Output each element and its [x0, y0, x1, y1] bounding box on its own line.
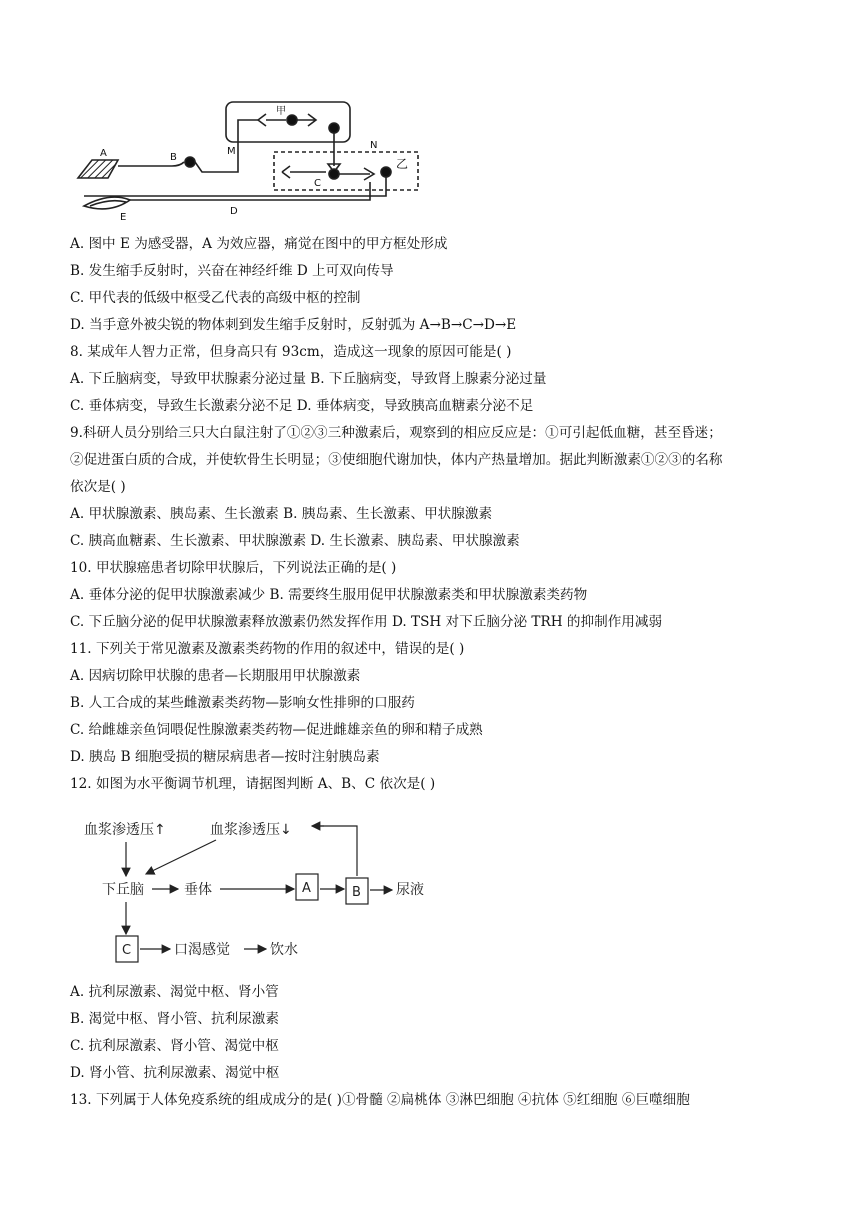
q8-stem: 8. 某成年人智力正常，但身高只有 93cm，造成这一现象的原因可能是( ): [70, 344, 512, 360]
q7-option-c: C. 甲代表的低级中枢受乙代表的高级中枢的控制: [70, 290, 361, 306]
neuron-c-body: [329, 169, 339, 179]
q8-options-ab: A. 下丘脑病变，导致甲状腺素分泌过量 B. 下丘脑病变，导致肾上腺素分泌过量: [70, 371, 547, 387]
neuron-b-body: [185, 157, 195, 167]
plasma-osmolality-down: 血浆渗透压↓: [210, 822, 292, 838]
effector-a-shape: [78, 160, 118, 178]
q9-stem-line1: 9.科研人员分别给三只大白鼠注射了①②③三种激素后，观察到的相应反应是：①可引起低血糖，甚至昏迷；: [70, 425, 722, 441]
label-a: A: [100, 148, 107, 159]
label-d: D: [230, 206, 238, 217]
q7-option-b: B. 发生缩手反射时，兴奋在神经纤维 D 上可双向传导: [70, 263, 394, 279]
water-balance-diagram: [80, 810, 440, 970]
q9-options-ab: A. 甲状腺激素、胰岛素、生长激素 B. 胰岛素、生长激素、甲状腺激素: [70, 506, 493, 522]
q10-options-cd: C. 下丘脑分泌的促甲状腺激素释放激素仍然发挥作用 D. TSH 对下丘脑分泌 TRH 的抑制作用减弱: [70, 614, 663, 630]
urine-label: 尿液: [396, 882, 424, 898]
q12-option-a: A. 抗利尿激素、渴觉中枢、肾小管: [70, 984, 279, 1000]
q11-stem: 11. 下列关于常见激素及激素类药物的作用的叙述中，错误的是( ): [70, 641, 465, 657]
reflex-arc-diagram: [70, 96, 430, 226]
q12-option-c: C. 抗利尿激素、肾小管、渴觉中枢: [70, 1038, 279, 1054]
plasma-osmolality-up: 血浆渗透压↑: [84, 822, 166, 838]
drinking-label: 饮水: [270, 942, 298, 958]
q12-option-b: B. 渴觉中枢、肾小管、抗利尿激素: [70, 1011, 279, 1027]
q11-option-b: B. 人工合成的某些雌激素类药物—影响女性排卵的口服药: [70, 695, 415, 711]
pituitary-label: 垂体: [184, 882, 212, 898]
q10-options-ab: A. 垂体分泌的促甲状腺激素减少 B. 需要终生服用促甲状腺激素类和甲状腺激素类药物: [70, 587, 588, 603]
q9-stem-line3: 依次是( ): [70, 479, 126, 495]
q11-option-d: D. 胰岛 B 细胞受损的糖尿病患者—按时注射胰岛素: [70, 749, 380, 765]
label-c: C: [314, 178, 321, 189]
q11-option-a: A. 因病切除甲状腺的患者—长期服用甲状腺激素: [70, 668, 361, 684]
label-b: B: [170, 152, 177, 163]
label-e: E: [120, 212, 127, 223]
q8-options-cd: C. 垂体病变，导致生长激素分泌不足 D. 垂体病变，导致胰高血糖素分泌不足: [70, 398, 534, 414]
q7-option-d: D. 当手意外被尖锐的物体刺到发生缩手反射时，反射弧为 A→B→C→D→E: [70, 317, 517, 333]
label-jia: 甲: [276, 106, 286, 117]
box-a-label: A: [302, 881, 311, 896]
q12-stem: 12. 如图为水平衡调节机理，请据图判断 A、B、C 依次是( ): [70, 776, 436, 792]
box-c-label: C: [122, 943, 132, 958]
q9-options-cd: C. 胰高血糖素、生长激素、甲状腺激素 D. 生长激素、胰岛素、甲状腺激素: [70, 533, 520, 549]
box-b-label: B: [352, 885, 361, 900]
receptor-e-shape: [84, 197, 130, 209]
q10-stem: 10. 甲状腺癌患者切除甲状腺后，下列说法正确的是( ): [70, 560, 397, 576]
label-m: M: [227, 146, 236, 157]
label-yi: 乙: [396, 157, 409, 171]
q11-option-c: C. 给雌雄亲鱼饲喂促性腺激素类药物—促进雌雄亲鱼的卵和精子成熟: [70, 722, 483, 738]
q12-option-d: D. 肾小管、抗利尿激素、渴觉中枢: [70, 1065, 280, 1081]
q13-stem: 13. 下列属于人体免疫系统的组成成分的是( )①骨髓 ②扁桃体 ③淋巴细胞 ④抗体 ⑤红细胞 ⑥巨噬细胞: [70, 1092, 690, 1108]
thirst-label: 口渴感觉: [174, 942, 230, 958]
label-n: N: [370, 140, 378, 151]
q9-stem-line2: ②促进蛋白质的合成，并使软骨生长明显；③使细胞代谢加快，体内产热量增加。据此判断激素①②③的名称: [70, 452, 723, 468]
q7-option-a: A. 图中 E 为感受器，A 为效应器，痛觉在图中的甲方框处形成: [70, 236, 448, 252]
hypothalamus-label: 下丘脑: [102, 882, 144, 898]
